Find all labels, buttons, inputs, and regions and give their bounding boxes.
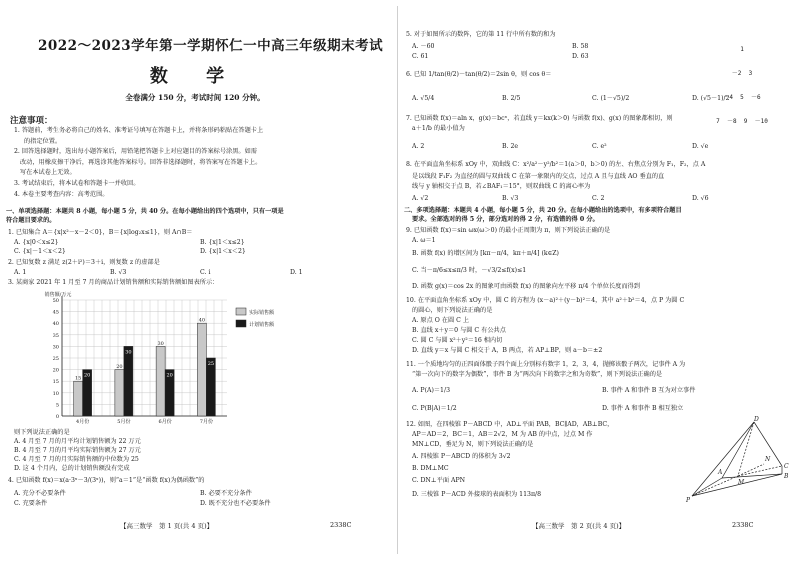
bar-actual (156, 346, 165, 416)
y-tick-label: 0 (55, 414, 59, 420)
label-b: B (784, 473, 789, 480)
q3-option-d: D. 这 4 个月内，总的计划销售额没有完成 (14, 465, 130, 472)
q4-option-c: C. 充要条件 (14, 500, 48, 507)
page-2-code: 2338C (732, 521, 754, 529)
q6-option-d: D. (√5－1)/2 (692, 95, 730, 102)
q6-option-c: C. (1－√5)/2 (592, 95, 630, 102)
x-tick-label: 6月份 (158, 419, 172, 425)
triangle-row: 1 (740, 46, 744, 53)
q5-option-d: D. 63 (572, 53, 589, 60)
question-8-cont: 是以线段 F₁F₂ 为直径的圆与双曲线 C 在第一象限内的交点，过点 A 且与直线 AO 垂直的直 (412, 173, 665, 180)
q6-option-a: A. √5/4 (412, 95, 435, 102)
legend-swatch (236, 308, 246, 315)
q6-option-b: B. 2/5 (502, 95, 521, 102)
q5-option-a: A. －60 (412, 43, 435, 50)
question-12-cont2: MN⊥CD，垂足为 N，则下列说法正确的是 (412, 441, 534, 448)
bar-value-label: 40 (198, 317, 206, 324)
bar-value-label: 15 (74, 375, 82, 382)
q2-option-d: D. 1 (290, 269, 303, 276)
section-1-heading-cont: 符合题目要求的。 (6, 217, 56, 224)
q10-option-a: A. 原点 O 在圆 C 上 (412, 317, 470, 324)
question-5: 5. 对于如图所示的数阵，它的第 11 行中所有数的和为 (406, 31, 556, 38)
q11-option-a: A. P(A)＝1/3 (412, 387, 451, 394)
page-1-code: 2338C (330, 521, 352, 529)
q1-option-d: D. {x|1＜x＜2} (200, 248, 246, 255)
x-tick-label: 5月份 (117, 419, 131, 425)
bar-value-label: 20 (83, 372, 91, 379)
bar-actual (115, 370, 124, 416)
q3-option-a: A. 4 月至 7 月的月平均计划销售额为 22 万元 (14, 438, 141, 445)
label-p: P (686, 497, 691, 504)
q10-option-b: B. 直线 x＋y＝0 与圆 C 有公共点 (412, 327, 506, 334)
q8-option-a: A. √2 (412, 195, 429, 202)
q11-option-d: D. 事件 A 和事件 B 相互独立 (602, 405, 684, 412)
notes-heading: 注意事项： (10, 116, 53, 126)
note-line: 3. 考试结束后，将本试卷和答题卡一并收回。 (14, 179, 140, 187)
exam-title: 2022～2023学年第一学期怀仁一中高三年级期末考试 (38, 38, 384, 54)
question-9: 9. 已知函数 f(x)＝sin ωx(ω＞0) 的最小正周期为 π，则下列说法正确的是 (406, 227, 611, 234)
question-10-cont: 的圆心，则下列说法正确的是 (412, 307, 493, 314)
label-n: N (765, 456, 771, 463)
bar-actual (74, 381, 83, 416)
number-triangle (702, 30, 782, 142)
q1-option-c: C. {x|－1＜x＜2} (14, 248, 66, 255)
y-tick-label: 15 (52, 379, 59, 386)
question-4: 4. 已知函数 f(x)＝x(a·3ˣ－3/(3ˣ))，则“a＝1”是“函数 f(x)为偶函数”的 (8, 477, 205, 484)
q10-option-d: D. 直线 y＝x 与圆 C 相交于 A，B 两点，若 AP⊥BP，则 a－b＝±2 (412, 347, 603, 354)
y-tick-label: 20 (52, 367, 59, 374)
q12-option-c: C. DN⊥平面 APN (412, 477, 466, 484)
q8-option-c: C. 2 (592, 195, 605, 202)
question-6: 6. 已知 1/tan(θ/2)－tan(θ/2)＝2sin θ，则 cos θ＝ (406, 71, 552, 78)
label-a: A (718, 469, 723, 476)
legend-label: 计划销售额 (249, 322, 275, 328)
note-line: 的指定位置。 (24, 137, 62, 145)
exam-info: 全卷满分 150 分，考试时间 120 分钟。 (125, 93, 265, 102)
q2-option-b: B. √3 (110, 269, 127, 276)
q2-option-a: A. 1 (14, 269, 27, 276)
bar-actual (197, 323, 206, 416)
q4-option-b: B. 必要不充分条件 (200, 490, 252, 497)
question-2: 2. 已知复数 z 满足 z(2＋i²)＝3＋i，则复数 z 的虚部是 (8, 259, 160, 266)
triangle-row: －2 3 (731, 70, 753, 77)
question-8-cont2: 线与 y 轴相交于点 B，若∠BAF₁＝15°，则双曲线 C 的离心率为 (412, 183, 591, 190)
bar-plan (124, 346, 133, 416)
triangle-row: －4 5 －6 (723, 94, 761, 101)
section-2-heading-cont: 要求。全部选对的得 5 分，部分选对的得 2 分，有选错的得 0 分。 (412, 216, 599, 223)
y-tick-label: 5 (55, 402, 59, 409)
y-tick-label: 25 (52, 356, 59, 362)
question-8: 8. 在平面直角坐标系 xOy 中，双曲线 C：x²/a²－y²/b²＝1(a＞0，b＞0) 的左、右焦点分别为 F₁，F₂，点 A (406, 161, 706, 168)
y-tick-label: 10 (52, 390, 59, 397)
legend-label: 实际销售额 (249, 310, 275, 316)
q3-option-c: C. 4 月至 7 月的月实际销售额的中位数为 25 (14, 456, 139, 463)
y-tick-label: 45 (52, 309, 59, 316)
page-1 (0, 0, 390, 561)
question-7-cont: a＋1/b 的最小值为 (412, 125, 465, 132)
q3-option-b: B. 4 月至 7 月的月平均实际销售额为 27 万元 (14, 447, 141, 454)
question-3-prompt: 则下列说法正确的是 (14, 429, 70, 436)
question-11: 11. 一个质地均匀的正四面体骰子四个面上分别标有数字 1，2，3，4，抛掷该骰子两次，记事件 A 为 (406, 361, 686, 368)
q9-option-a: A. ω＝1 (412, 237, 436, 244)
q11-option-c: C. P(B|A)＝1/2 (412, 405, 457, 412)
x-tick-label: 7月份 (199, 419, 213, 425)
y-tick-label: 40 (52, 321, 59, 328)
legend-swatch (236, 320, 246, 327)
y-axis-label: 销售额/万元 (44, 292, 72, 298)
x-tick-label: 4月份 (76, 419, 90, 425)
pyramid-figure (682, 416, 792, 504)
q4-option-d: D. 既不充分也不必要条件 (200, 500, 271, 507)
q9-option-c: C. 当－π/6≤x≤π/3 时，－√3/2≤f(x)≤1 (412, 267, 527, 274)
q8-option-d: D. √6 (692, 195, 709, 202)
note-line: 4. 本卷主要考查内容：高考范围。 (14, 190, 109, 198)
q10-option-c: C. 圆 C 与圆 x²＋y²＝16 相内切 (412, 337, 503, 344)
note-line: 2. 回答选择题时，选出每小题答案后，用铅笔把答题卡上对应题目的答案标号涂黑。如需 (14, 148, 257, 156)
q12-option-d: D. 三棱锥 P－ACD 外接球的表面积为 113π/8 (412, 491, 542, 498)
q7-option-c: C. e² (592, 143, 607, 150)
page-1-footer: 【高三数学 第 1 页(共 4 页)】 (120, 522, 214, 530)
q5-option-b: B. 58 (572, 43, 589, 50)
y-tick-label: 30 (52, 344, 59, 351)
bar-value-label: 20 (166, 372, 173, 379)
note-line: 1. 答题前，考生务必将自己的姓名、准考证号填写在答题卡上，并将条形码粘贴在答题卡上 (14, 127, 264, 134)
q8-option-b: B. √3 (502, 195, 519, 202)
label-d: D (754, 416, 759, 423)
q9-option-d: D. 函数 g(x)＝cos 2x 的图象可由函数 f(x) 的图象向左平移 π/4 个单位长度而得到 (412, 283, 640, 290)
label-m: M (738, 479, 745, 486)
question-12-cont: AP＝AD＝2，BC＝1，AB＝2√2，M 为 AB 的中点，过点 M 作 (412, 431, 593, 438)
q7-option-d: D. √e (692, 143, 709, 150)
q12-option-b: B. DM⊥MC (412, 465, 449, 472)
q12-option-a: A. 四棱锥 P－ABCD 的体积为 3√2 (412, 453, 511, 460)
label-c: C (784, 463, 789, 470)
q1-option-b: B. {x|1＜x≤2} (200, 239, 245, 246)
q4-option-a: A. 充分不必要条件 (14, 490, 66, 497)
note-line: 改动，用橡皮擦干净后，再选涂其他答案标号。回答非选择题时，将答案写在答题卡上。 (20, 158, 262, 166)
triangle-row: 7 －8 9 －10 (716, 118, 768, 125)
page-2 (402, 0, 792, 561)
page-2-footer: 【高三数学 第 2 页(共 4 页)】 (532, 522, 626, 530)
q1-option-a: A. {x|0＜x≤2} (14, 239, 59, 246)
y-tick-label: 50 (52, 298, 59, 304)
subject-title: 数 学 (149, 66, 241, 87)
q7-option-a: A. 2 (412, 143, 425, 150)
sales-bar-chart (22, 288, 292, 426)
question-1: 1. 已知集合 A＝{x|x²－x－2＜0}，B＝{x|log₂x≤1}，则 A∩B＝ (8, 229, 193, 236)
bar-value-label: 20 (116, 364, 123, 371)
notes-list (14, 126, 376, 200)
question-7: 7. 已知函数 f(x)＝aln x，g(x)＝bcˣ，若直线 y＝kx(k＞0) 与函数 f(x)、g(x) 的图象都相切，则 (406, 115, 673, 122)
section-2-heading: 二、多项选择题：本题共 4 小题，每小题 5 分，共 20 分。在每小题给出的选项中，有多项符合题目 (404, 207, 682, 214)
bar-value-label: 30 (157, 340, 164, 347)
y-tick-label: 35 (52, 332, 59, 339)
question-12: 12. 如图，在四棱锥 P－ABCD 中，AD⊥平面 PAB，BC∥AD，AB⊥BC， (406, 421, 614, 428)
page-divider (397, 6, 398, 554)
q7-option-b: B. 2e (502, 143, 519, 150)
q11-option-b: B. 事件 A 和事件 B 互为对立事件 (602, 387, 696, 394)
question-10: 10. 在平面直角坐标系 xOy 中，圆 C 的方程为 (x－a)²＋(y－b)²＝4，其中 a²＋b²＝4，点 P 为圆 C (406, 297, 685, 304)
q5-option-c: C. 61 (412, 53, 429, 60)
q9-option-b: B. 函数 f(x) 的增区间为 [kπ－π/4，kπ＋π/4] (k∈Z) (412, 250, 559, 257)
note-line: 写在本试卷上无效。 (20, 169, 76, 177)
section-1-heading: 一、单项选择题：本题共 8 小题，每小题 5 分，共 40 分。在每小题给出的四个选项中，只有一项是 (6, 208, 284, 215)
bar-value-label: 25 (207, 361, 215, 367)
question-11-cont: “第一次向下的数字为偶数”，事件 B 为“两次向下的数字之和为奇数”，则下列说法正确的是 (412, 371, 663, 378)
bar-value-label: 30 (125, 349, 132, 356)
question-3: 3. 某商家 2021 年 1 月至 7 月的商品计划销售额和实际销售额如图表所示： (8, 279, 219, 286)
q2-option-c: C. i (200, 269, 211, 276)
